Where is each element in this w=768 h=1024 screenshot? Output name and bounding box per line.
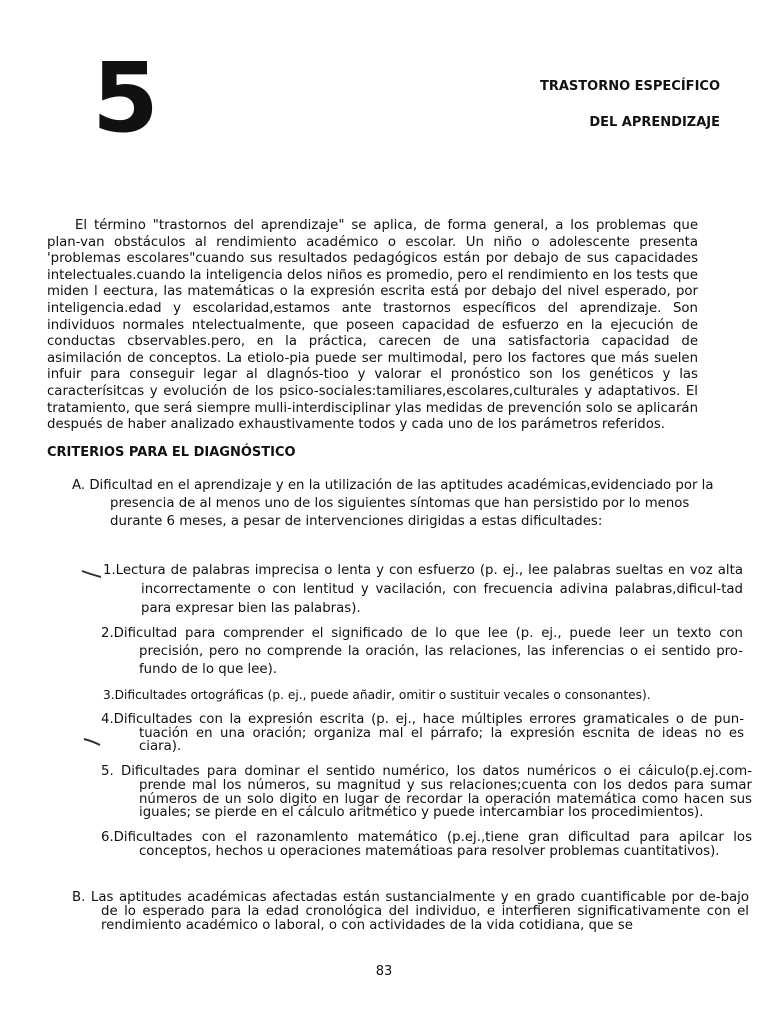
criterion-a: A. Dificultad en el aprendizaje y en la utilización de las aptitudes académicas,evidenciado por la presencia de al menos uno de los siguientes síntomas que han persistido por lo menos durante 6 meses, a pesar de intervenciones dirigidas a estas dificultades: xyxy=(72,478,714,529)
criterion-item-6: 6.Dificultades con el razonamlento matemático (p.ej.,tiene gran dificultad para apilcar los conceptos, hechos u operaciones matemátioas para resolver problemas cuantitativos). xyxy=(101,830,752,859)
section-heading: CRITERIOS PARA EL DIAGNÓSTICO xyxy=(47,445,296,460)
page-number: 83 xyxy=(375,964,393,979)
criterion-b: B. Las aptitudes académicas afectadas están sustancialmente y en grado cuantificable por de-bajo de lo esperado para la edad cronológica del individuo, e interfieren significativamente con el rendimiento académico o laboral, o con actividades de la vida cotidiana, que se xyxy=(72,890,749,933)
criterion-item-5: 5. Dificultades para dominar el sentido numérico, los datos numéricos o ei cáiculo(p.ej.com-prende mal los números, su magnitud y sus relaciones;cuenta con los dedos para sumar números de un solo digito en lugar de recordar la operación matemática como hacen sus iguales; se pierde en el cálculo aritmético y puede intercambiar los procedimientos). xyxy=(101,764,752,821)
chapter-number: 5 xyxy=(92,42,157,154)
chapter-title-line2: DEL APRENDIZAJE xyxy=(589,115,720,130)
criterion-item-3: 3.Dificultades ortográficas (p. ej., puede añadir, omitir o sustituir vecales o consonantes). xyxy=(103,688,651,702)
intro-paragraph: El término "trastornos del aprendizaje" se aplica, de forma general, a los problemas que plan-van obstáculos al rendimiento académico o escolar. Un niño o adolescente presenta 'problemas escolares"cuando sus resultados pedagógicos están por debajo de sus capacidades intelectuales.cuando la inteligencia delos niños es promedio, pero el rendimiento en los tests que miden l eectura, las matemáticas o la expresión escrita está por debajo del nivel esperado, por inteligencia.edad y escolaridad,estamos ante trastornos específicos del aprendizaje. Son individuos normales ntelectualmente, que poseen capacidad de esfuerzo en la ejecución de conductas cbservables.pero, en la práctica, carecen de una satisfactoria capacidad de asimilación de conceptos. La etiolo-pia puede ser multimodal, pero los factores que más suelen infuir para conseguir legar al dlagnós-tioo y valorar el pronóstico son los genéticos y las caracterísitcas y evolución de los psico-sociales:tamiliares,escolares,culturales y adaptativos. El tratamiento, que será siempre mulli-interdisciplinar ylas medidas de prevención solo se aplicarán después de haber analizado exhaustivamente todos y cada uno de los parámetros referidos. xyxy=(47,218,698,433)
criterion-item-2: 2.Dificultad para comprender el significado de lo que lee (p. ej., puede leer un texto con precisión, pero no comprende la oración, las relaciones, las inferencias o ei sentido pro-fundo de lo que lee). xyxy=(101,626,743,677)
pen-mark-icon xyxy=(80,568,104,580)
chapter-title-line1: TRASTORNO ESPECÍFICO xyxy=(539,79,720,94)
criterion-item-1: 1.Lectura de palabras imprecisa o lenta y con esfuerzo (p. ej., lee palabras sueltas en voz alta incorrectamente o con lentitud y vacilación, con frecuencia adivina palabras,dificul-tad para expresar bien las palabras). xyxy=(103,563,743,616)
criterion-item-4: 4.Dificultades con la expresión escrita (p. ej., hace múltiples errores gramaticales o de pun-tuación en una oración; organiza mal el párrafo; la expresión escnita de ideas no es ciara). xyxy=(101,712,744,754)
